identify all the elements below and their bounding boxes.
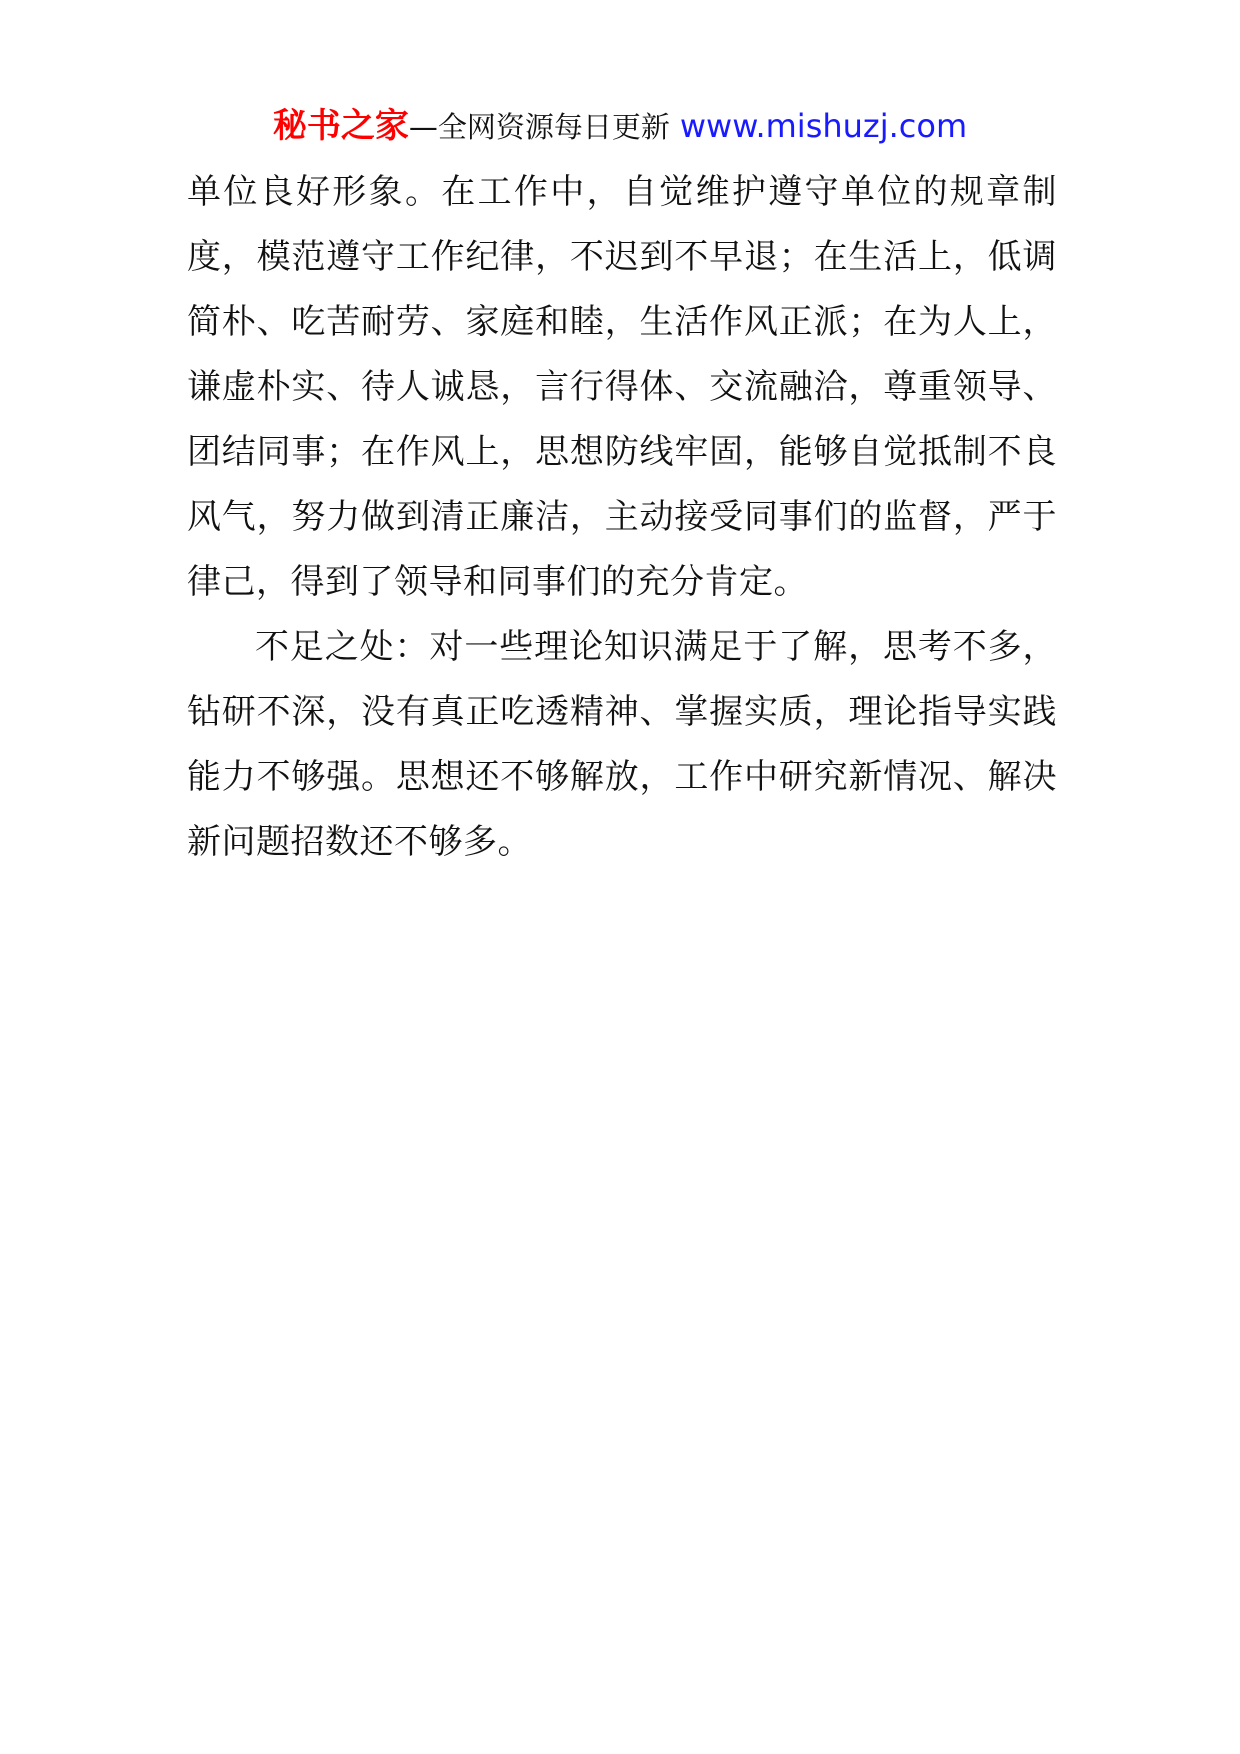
header-slogan: —全网资源每日更新: [408, 110, 670, 144]
brand-name: 秘书之家: [272, 106, 409, 146]
paragraph-continued: 单位良好形象。在工作中，自觉维护遵守单位的规章制度，模范遵守工作纪律，不迟到不早退；在生活上，低调简朴、吃苦耐劳、家庭和睦，生活作风正派；在为人上，谦虚朴实、待人诚恳，言行得体、交流融洽，尊重领导、团结同事；在作风上，思想防线牢固，能够自觉抵制不良风气，努力做到清正廉洁，主动接受同事们的监督，严于律己，得到了领导和同事们的充分肯定。: [187, 172, 1057, 602]
page-header: [0, 98, 1240, 155]
document-body: [187, 160, 1057, 875]
paragraph-shortcomings: 不足之处：对一些理论知识满足于了解，思考不多，钻研不深，没有真正吃透精神、掌握实质，理论指导实践能力不够强。思想还不够解放，工作中研究新情况、解决新问题招数还不够多。: [187, 627, 1057, 862]
website-link[interactable]: www.mishuzj.com: [679, 107, 968, 145]
